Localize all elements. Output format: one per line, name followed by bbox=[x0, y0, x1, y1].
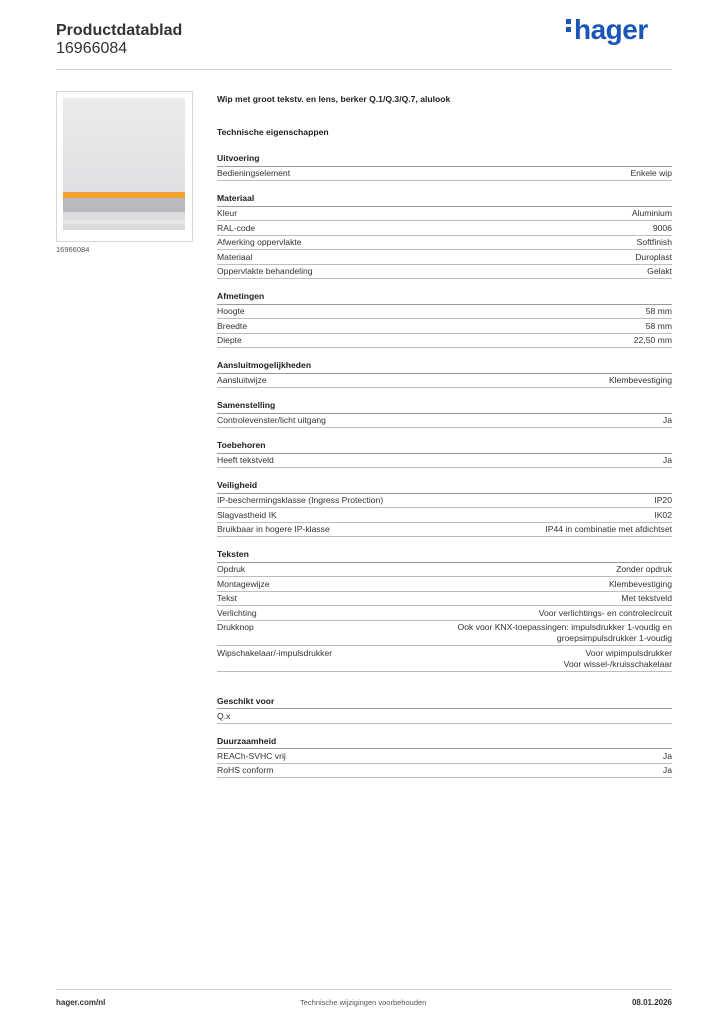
spec-row bbox=[217, 374, 672, 389]
spec-key: Opdruk bbox=[217, 564, 246, 574]
spec-key: Drukknop bbox=[217, 622, 254, 632]
spec-row bbox=[217, 207, 672, 222]
spec-key: IP-beschermingsklasse (Ingress Protection) bbox=[217, 495, 384, 505]
spec-value: Gelakt bbox=[647, 266, 672, 276]
hager-logo bbox=[566, 14, 648, 46]
spec-section bbox=[217, 480, 672, 537]
spec-row bbox=[217, 334, 672, 349]
spec-key: Wipschakelaar/-impulsdrukker bbox=[217, 647, 333, 658]
section-title: Materiaal bbox=[217, 193, 672, 207]
spec-key: Kleur bbox=[217, 208, 238, 218]
footer-date: 08.01.2026 bbox=[631, 998, 672, 1007]
spec-key: RAL-code bbox=[217, 222, 256, 233]
spec-value: Voor wipimpulsdrukker Voor wissel-/kruisschakelaar bbox=[563, 647, 672, 669]
spec-section bbox=[217, 193, 672, 279]
spec-row bbox=[217, 592, 672, 607]
spec-value: IP20 bbox=[654, 495, 672, 505]
section-title: Afmetingen bbox=[217, 291, 672, 305]
spec-row bbox=[217, 265, 672, 280]
spec-key: Verlichting bbox=[217, 607, 257, 618]
spec-section bbox=[217, 736, 672, 779]
spec-row bbox=[217, 167, 672, 182]
spec-row bbox=[217, 646, 672, 672]
spec-section bbox=[217, 153, 672, 181]
spec-key: Breedte bbox=[217, 320, 248, 331]
spec-section bbox=[217, 360, 672, 388]
spec-section bbox=[217, 400, 672, 428]
spec-key: Slagvastheid IK bbox=[217, 509, 277, 520]
image-caption: 16966084 bbox=[56, 245, 90, 254]
footer-website: hager.com/nl bbox=[56, 998, 106, 1007]
spec-value: Klembevestiging bbox=[608, 578, 672, 589]
spec-value: 58 mm bbox=[645, 320, 672, 331]
spec-value: Voor verlichtings- en controlecircuit bbox=[538, 607, 672, 618]
spec-key: Tekst bbox=[217, 593, 238, 603]
spec-row bbox=[217, 709, 672, 724]
spec-row bbox=[217, 494, 672, 509]
header-divider bbox=[56, 69, 672, 70]
spec-value: Duroplast bbox=[635, 251, 672, 262]
switch-text-field bbox=[63, 198, 185, 212]
spec-key: Diepte bbox=[217, 335, 242, 345]
spec-key: Heeft tekstveld bbox=[217, 455, 274, 465]
spec-value: IP44 in combinatie met afdichtset bbox=[545, 524, 672, 534]
spec-value: Met tekstveld bbox=[621, 593, 672, 603]
spec-sections bbox=[217, 153, 672, 778]
section-title: Duurzaamheid bbox=[217, 736, 672, 750]
spec-key: Afwerking oppervlakte bbox=[217, 237, 302, 247]
spec-section bbox=[217, 696, 672, 724]
spec-key: Aansluitwijze bbox=[217, 375, 267, 385]
spec-key: Oppervlakte behandeling bbox=[217, 266, 313, 276]
section-title: Teksten bbox=[217, 549, 672, 563]
spec-value: Ja bbox=[662, 765, 672, 775]
spec-key: Materiaal bbox=[217, 251, 253, 262]
spec-row bbox=[217, 236, 672, 251]
spec-value: Enkele wip bbox=[630, 168, 672, 178]
spec-key: Hoogte bbox=[217, 306, 245, 316]
spec-value: Ja bbox=[662, 415, 672, 425]
spec-row bbox=[217, 221, 672, 236]
spec-value: Ook voor KNX-toepassingen: impulsdrukker 1-voudig en groepsimpulsdrukker 1-voudig bbox=[457, 622, 672, 643]
switch-base bbox=[63, 220, 185, 224]
spec-section bbox=[217, 549, 672, 672]
spec-value: Softfinish bbox=[636, 237, 672, 247]
spec-row bbox=[217, 250, 672, 265]
spec-value: Aluminium bbox=[631, 208, 672, 218]
spec-value: IK02 bbox=[654, 509, 672, 520]
spec-value: 22,50 mm bbox=[633, 335, 672, 345]
spec-key: Bedieningselement bbox=[217, 168, 291, 178]
spec-row bbox=[217, 305, 672, 320]
spec-row bbox=[217, 577, 672, 592]
footer-disclaimer: Technische wijzigingen voorbehouden bbox=[300, 998, 427, 1007]
spec-value: Ja bbox=[662, 455, 672, 465]
spec-key: RoHS conform bbox=[217, 765, 274, 775]
spec-row bbox=[217, 523, 672, 538]
product-image bbox=[56, 91, 193, 242]
footer-divider bbox=[56, 989, 672, 990]
section-title: Geschikt voor bbox=[217, 696, 672, 710]
spec-key: Controlevenster/licht uitgang bbox=[217, 415, 326, 425]
spec-row bbox=[217, 749, 672, 764]
section-title: Samenstelling bbox=[217, 400, 672, 414]
section-title: Veiligheid bbox=[217, 480, 672, 494]
spec-row bbox=[217, 764, 672, 779]
spec-row bbox=[217, 454, 672, 469]
product-number: 16966084 bbox=[56, 40, 128, 57]
product-specs bbox=[217, 94, 672, 778]
spec-row bbox=[217, 508, 672, 523]
spec-value: Zonder opdruk bbox=[616, 564, 672, 574]
section-title: Uitvoering bbox=[217, 153, 672, 167]
page-title: Productdatablad bbox=[56, 22, 183, 39]
spec-value: 9006 bbox=[652, 222, 672, 233]
spec-value: Ja bbox=[662, 750, 672, 761]
section-title: Aansluitmogelijkheden bbox=[217, 360, 672, 374]
spec-value: Klembevestiging bbox=[608, 375, 672, 385]
spec-section bbox=[217, 291, 672, 348]
spec-key: Q.x bbox=[217, 710, 231, 721]
product-name: Wip met groot tekstv. en lens, berker Q.1/Q.3/Q.7, alulook bbox=[217, 94, 451, 104]
logo-text: hager bbox=[574, 14, 648, 45]
spec-row bbox=[217, 414, 672, 429]
spec-key: Bruikbaar in hogere IP-klasse bbox=[217, 524, 330, 534]
spec-key: Montagewijze bbox=[217, 578, 270, 589]
spec-row bbox=[217, 319, 672, 334]
section-title: Toebehoren bbox=[217, 440, 672, 454]
spec-row bbox=[217, 606, 672, 621]
spec-section bbox=[217, 440, 672, 468]
tech-heading: Technische eigenschappen bbox=[217, 127, 329, 137]
spec-key: REACh-SVHC vrij bbox=[217, 750, 286, 761]
spec-row bbox=[217, 621, 672, 647]
logo-dots-icon bbox=[566, 16, 572, 35]
spec-row bbox=[217, 563, 672, 578]
spec-value: 58 mm bbox=[645, 306, 672, 316]
